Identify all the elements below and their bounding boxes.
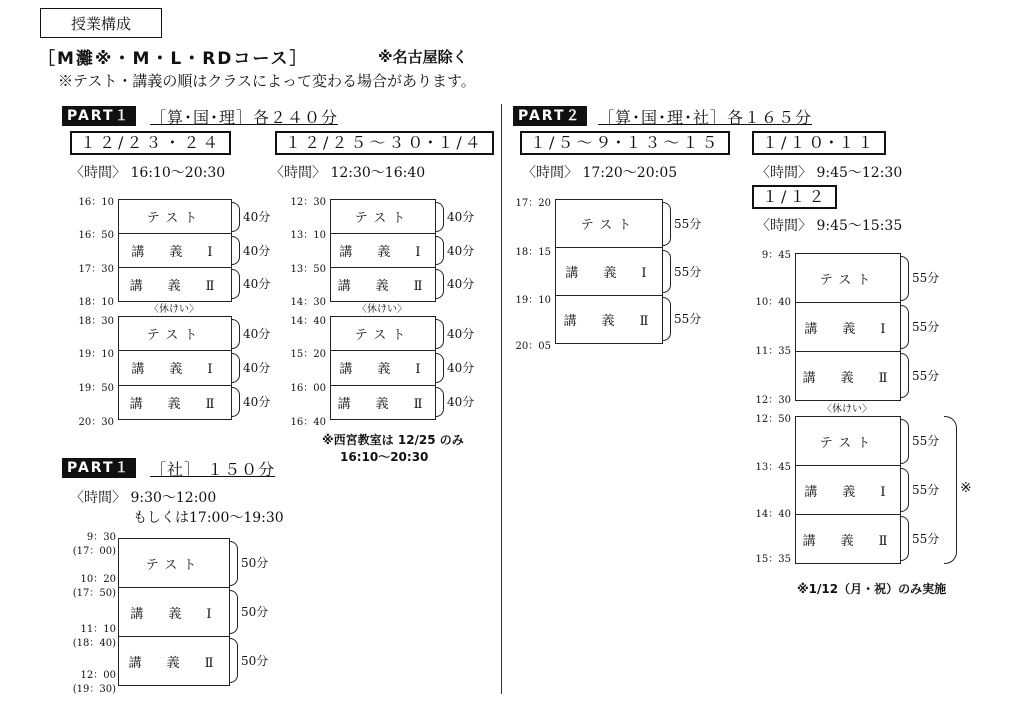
p1g2-duration: 40分 <box>447 209 475 224</box>
part2-subjects: ［算･国･理･社］各１６５分 <box>598 108 813 127</box>
p1g1-duration-brace <box>232 269 240 299</box>
p1g2-duration-brace <box>436 236 444 266</box>
p1b-duration: 50分 <box>241 556 269 571</box>
p1g2-duration: 40分 <box>447 277 475 292</box>
jan12-footnote: ※1/12（月・祝）のみ実施 <box>797 582 947 596</box>
p2g2-duration: 55分 <box>912 531 940 546</box>
p1g1-duration-brace <box>232 387 240 417</box>
p2g2-tick: 11：35 <box>755 346 791 357</box>
p1g1-duration: 40分 <box>243 209 271 224</box>
p1b-tick: 10：20 <box>80 574 116 585</box>
p2g2-tick: 12：50 <box>755 414 791 425</box>
p1g1-tick: 16：50 <box>78 230 114 241</box>
part1-subjects: ［算･国･理］各２４０分 <box>150 108 339 127</box>
p2g2-segment: 講 義 Ⅰ <box>796 302 900 351</box>
p2g2-segment: 講 義 Ⅱ <box>796 351 900 400</box>
p1g1-duration: 40分 <box>243 395 271 409</box>
p1g2-segment: 講 義 Ⅰ <box>331 350 435 384</box>
p1g2-tick: 13：10 <box>290 230 326 241</box>
p2g2-segment: テスト <box>819 272 877 288</box>
p2g2-duration: 55分 <box>912 271 940 286</box>
p2g2-duration-brace <box>901 516 909 561</box>
p1g1-tick: 18：10 <box>78 297 114 308</box>
part1-label: PART１ <box>62 106 136 126</box>
nishinomiya-footnote: ※西宮教室は 12/25 のみ <box>322 433 464 447</box>
p2g2-duration: 55分 <box>912 368 940 383</box>
p1b-tick: 11：10 <box>80 624 116 635</box>
p1b-segment: 講 義 Ⅱ <box>119 636 229 685</box>
p2g2-tick: 12：30 <box>755 395 791 406</box>
p1g2-break: 〈休けい〉 <box>357 304 407 315</box>
p1g2-duration: 40分 <box>447 395 475 409</box>
p1g1-tick: 19：50 <box>78 383 114 394</box>
p1g1-duration: 40分 <box>243 361 271 375</box>
p2g2-duration: 55分 <box>912 320 940 334</box>
p2g1-tick: 18：15 <box>515 247 551 258</box>
p2g1-tick: 20：05 <box>515 341 551 352</box>
p2g1-duration-brace <box>663 250 671 294</box>
p1b-duration-brace <box>230 638 238 683</box>
part2-time-3: 〈時間〉 9:45〜15:35 <box>756 218 903 234</box>
p1b-tick: (17：00) <box>72 546 116 557</box>
part2-dates-2: １/１０･１１ <box>752 131 886 155</box>
p2g2-tick: 9：45 <box>761 250 791 261</box>
p1g1-duration-brace <box>232 236 240 266</box>
p1g2-tick: 14：30 <box>290 297 326 308</box>
course-note: ※名古屋除く <box>378 48 468 66</box>
p1g1-block-0 <box>118 199 232 302</box>
p1g1-duration-brace <box>232 319 240 349</box>
part2-time-1: 〈時間〉 17:20〜20:05 <box>522 165 678 181</box>
p1g1-duration: 40分 <box>243 277 271 292</box>
order-notice: ※テスト・講義の順はクラスによって変わる場合があります。 <box>58 72 476 90</box>
p1g2-segment: 講 義 Ⅱ <box>331 267 435 301</box>
p2g2-tick: 14：40 <box>755 509 791 520</box>
p1g1-tick: 20：30 <box>78 417 114 428</box>
nishinomiya-time: 16:10〜20:30 <box>340 450 429 464</box>
p2g1-duration: 55分 <box>674 312 702 327</box>
p1b-duration-brace <box>230 590 238 635</box>
p1g1-duration-brace <box>232 353 240 383</box>
p1b-duration: 50分 <box>241 605 269 619</box>
p2g2-tick: 15：35 <box>755 554 791 565</box>
p1g2-segment: 講 義 Ⅰ <box>331 233 435 267</box>
p1g1-duration-brace <box>232 202 240 232</box>
p2g2-duration-brace <box>901 256 909 301</box>
p1g2-tick: 12：30 <box>290 197 326 208</box>
p1b-tick: (19：30) <box>72 684 116 695</box>
part2-label: PART２ <box>513 106 587 126</box>
p1b-tick: 12：00 <box>80 670 116 681</box>
jan12-mark: ※ <box>960 480 972 496</box>
part2-time-2: 〈時間〉 9:45〜12:30 <box>756 165 903 181</box>
p1g2-duration: 40分 <box>447 361 475 375</box>
p1g2-segment: 講 義 Ⅱ <box>331 385 435 419</box>
p1g2-tick: 14：40 <box>290 316 326 327</box>
p1g2-tick: 13：50 <box>290 264 326 275</box>
part1b-time-alt: もしくは17:00〜19:30 <box>133 510 284 526</box>
p2g1-tick: 19：10 <box>515 295 551 306</box>
p1g2-duration: 40分 <box>447 243 475 258</box>
p2g1-segment: テスト <box>580 218 638 233</box>
part1-time-1: 〈時間〉 16:10〜20:30 <box>70 165 226 181</box>
p1g1-duration: 40分 <box>243 243 271 258</box>
p2g2-break: 〈休けい〉 <box>822 404 872 415</box>
p1g2-tick: 16：40 <box>290 417 326 428</box>
p2g1-tick: 17：20 <box>515 198 551 209</box>
p2g2-segment: 講 義 Ⅱ <box>796 514 900 563</box>
p1g2-tick: 15：20 <box>290 349 326 360</box>
part2-dates-1: １/５〜９･１３〜１５ <box>520 131 730 155</box>
p2g1-segment: 講 義 Ⅱ <box>556 295 662 343</box>
p1b-tick: (17：50) <box>72 588 116 599</box>
part1-dates-1: １２/２３・２４ <box>70 131 231 155</box>
p1g1-segment: 講 義 Ⅱ <box>119 267 231 301</box>
p1b-tick: 9：30 <box>86 532 116 543</box>
p1g1-tick: 19：10 <box>78 349 114 360</box>
p1g2-duration: 40分 <box>447 327 475 341</box>
p2g1-block-0 <box>555 199 663 344</box>
jan12-bracket <box>944 416 957 564</box>
p1g1-segment: テスト <box>146 211 204 226</box>
part1-dates-2: １２/２５〜３０･１/４ <box>275 131 494 155</box>
column-divider <box>501 104 502 694</box>
p1g1-tick: 16：10 <box>78 197 114 208</box>
p1g1-tick: 17：30 <box>78 264 114 275</box>
p1g2-duration-brace <box>436 387 444 417</box>
p1b-segment: 講 義 Ⅰ <box>119 587 229 636</box>
p2g2-segment: 講 義 Ⅰ <box>796 465 900 514</box>
p1g2-tick: 16：00 <box>290 383 326 394</box>
p1g1-segment: 講 義 Ⅱ <box>119 385 231 419</box>
part1-time-2: 〈時間〉 12:30〜16:40 <box>270 165 426 181</box>
p2g2-duration-brace <box>901 353 909 398</box>
p1b-duration-brace <box>230 541 238 586</box>
p2g2-duration-brace <box>901 305 909 350</box>
part1b-subjects: ［社］ １５０分 <box>150 460 276 479</box>
p1g2-duration-brace <box>436 319 444 349</box>
p2g2-duration-brace <box>901 419 909 464</box>
p2g2-duration: 55分 <box>912 434 940 449</box>
p2g2-duration-brace <box>901 468 909 513</box>
p1g2-block-1 <box>330 316 436 420</box>
p1g1-duration: 40分 <box>243 327 271 341</box>
p2g1-duration-brace <box>663 297 671 341</box>
p2g2-duration: 55分 <box>912 483 940 497</box>
p1b-segment: テスト <box>145 557 203 573</box>
p1b-duration: 50分 <box>241 653 269 668</box>
part1b-label: PART１ <box>62 458 136 478</box>
p1g2-segment: テスト <box>354 328 412 344</box>
p1g1-segment: 講 義 Ⅰ <box>119 350 231 384</box>
p2g2-tick: 13：45 <box>755 462 791 473</box>
p1b-tick: (18：40) <box>72 638 116 649</box>
p1g1-segment: 講 義 Ⅰ <box>119 233 231 267</box>
p1g1-tick: 18：30 <box>78 316 114 327</box>
p2g2-tick: 10：40 <box>755 297 791 308</box>
p1g2-segment: テスト <box>354 211 412 226</box>
p1g2-duration-brace <box>436 269 444 299</box>
part1b-time: 〈時間〉 9:30〜12:00 <box>70 490 217 506</box>
p1g2-duration-brace <box>436 353 444 383</box>
p1g1-break: 〈休けい〉 <box>149 304 199 315</box>
p2g2-segment: テスト <box>819 435 877 451</box>
part2-dates-3: １/１２ <box>752 185 837 209</box>
p2g2-block-0 <box>795 253 901 401</box>
p1g2-duration-brace <box>436 202 444 232</box>
p1b-block-0 <box>118 538 230 686</box>
p2g1-duration: 55分 <box>674 216 702 231</box>
course-heading: ［M灘※・M・L・RDコース］ <box>38 49 309 69</box>
p2g1-segment: 講 義 Ⅰ <box>556 247 662 295</box>
p1g1-block-1 <box>118 316 232 420</box>
p1g1-segment: テスト <box>146 328 204 344</box>
p1g2-block-0 <box>330 199 436 302</box>
p2g1-duration-brace <box>663 202 671 246</box>
section-title: 授業構成 <box>40 8 162 38</box>
p2g2-block-1 <box>795 416 901 564</box>
p2g1-duration: 55分 <box>674 264 702 279</box>
